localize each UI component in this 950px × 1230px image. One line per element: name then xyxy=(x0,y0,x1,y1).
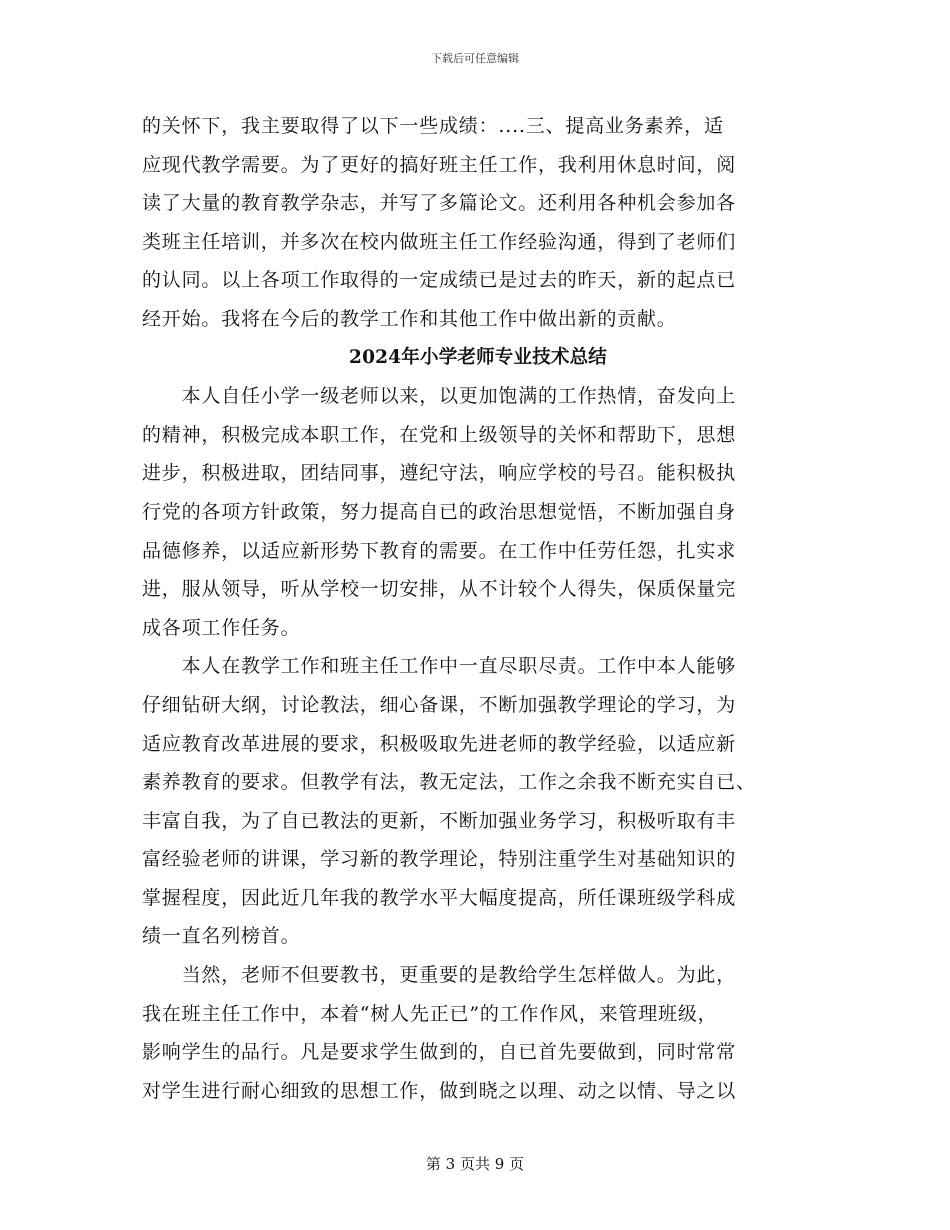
body-line: 富经验老师的讲课，学习新的教学理论，特别注重学生对基础知识的 xyxy=(142,848,737,871)
body-line: 应现代教学需要。为了更好的搞好班主任工作，我利用休息时间，阅 xyxy=(142,153,737,176)
page-header-note: 下载后可任意编辑 xyxy=(431,52,519,65)
body-line: 品德修养，以适应新形势下教育的需要。在工作中任劳任怨，扎实求 xyxy=(142,539,737,562)
body-line: 进，服从领导，听从学校一切安排，从不计较个人得失，保质保量完 xyxy=(142,578,737,601)
body-line: 本人在教学工作和班主任工作中一直尽职尽责。工作中本人能够 xyxy=(142,655,737,678)
body-line: 类班主任培训，并多次在校内做班主任工作经验沟通，得到了老师们 xyxy=(142,230,737,253)
body-line: 仔细钻研大纲，讨论教法，细心备课，不断加强教学理论的学习，为 xyxy=(142,693,737,716)
body-line: 适应教育改革进展的要求，积极吸取先进老师的教学经验，以适应新 xyxy=(142,732,737,755)
body-line: 我在班主任工作中，本着“树人先正已”的工作作风，来管理班级， xyxy=(142,1002,718,1025)
body-line: 影响学生的品行。凡是要求学生做到的，自已首先要做到，同时常常 xyxy=(142,1041,737,1064)
body-line: 素养教育的要求。但教学有法，教无定法，工作之余我不断充实自已、 xyxy=(142,771,756,794)
body-line: 读了大量的教育教学杂志，并写了多篇论文。还利用各种机会参加各 xyxy=(142,192,737,215)
body-line: 对学生进行耐心细致的思想工作，做到晓之以理、动之以情、导之以 xyxy=(142,1079,737,1102)
body-line: 的认同。以上各项工作取得的一定成绩已是过去的昨天，新的起点已 xyxy=(142,269,737,292)
page-number: 第 3 页共 9 页 xyxy=(425,1155,525,1173)
body-line: 成各项工作任务。 xyxy=(142,616,301,639)
section-title: 2024年小学老师专业技术总结 xyxy=(349,346,607,368)
body-line: 进步，积极进取，团结同事，遵纪守法，响应学校的号召。能积极执 xyxy=(142,462,737,485)
body-line: 本人自任小学一级老师以来，以更加饱满的工作热情，奋发向上 xyxy=(142,385,737,408)
body-line: 经开始。我将在今后的教学工作和其他工作中做出新的贡献。 xyxy=(142,307,677,330)
body-line: 的关怀下，我主要取得了以下一些成绩：....三、提高业务素养，适 xyxy=(142,115,724,137)
body-line: 绩一直名列榜首。 xyxy=(142,925,301,948)
body-line: 掌握程度，因此近几年我的教学水平大幅度提高，所任课班级学科成 xyxy=(142,886,737,909)
body-line: 的精神，积极完成本职工作，在党和上级领导的关怀和帮助下，思想 xyxy=(142,423,737,446)
document-body xyxy=(142,107,814,1110)
body-line: 当然，老师不但要教书，更重要的是教给学生怎样做人。为此， xyxy=(142,964,737,987)
body-line: 行党的各项方针政策，努力提高自已的政治思想觉悟，不断加强自身 xyxy=(142,500,737,523)
body-line: 丰富自我，为了自已教法的更新，不断加强业务学习，积极听取有丰 xyxy=(142,809,737,832)
